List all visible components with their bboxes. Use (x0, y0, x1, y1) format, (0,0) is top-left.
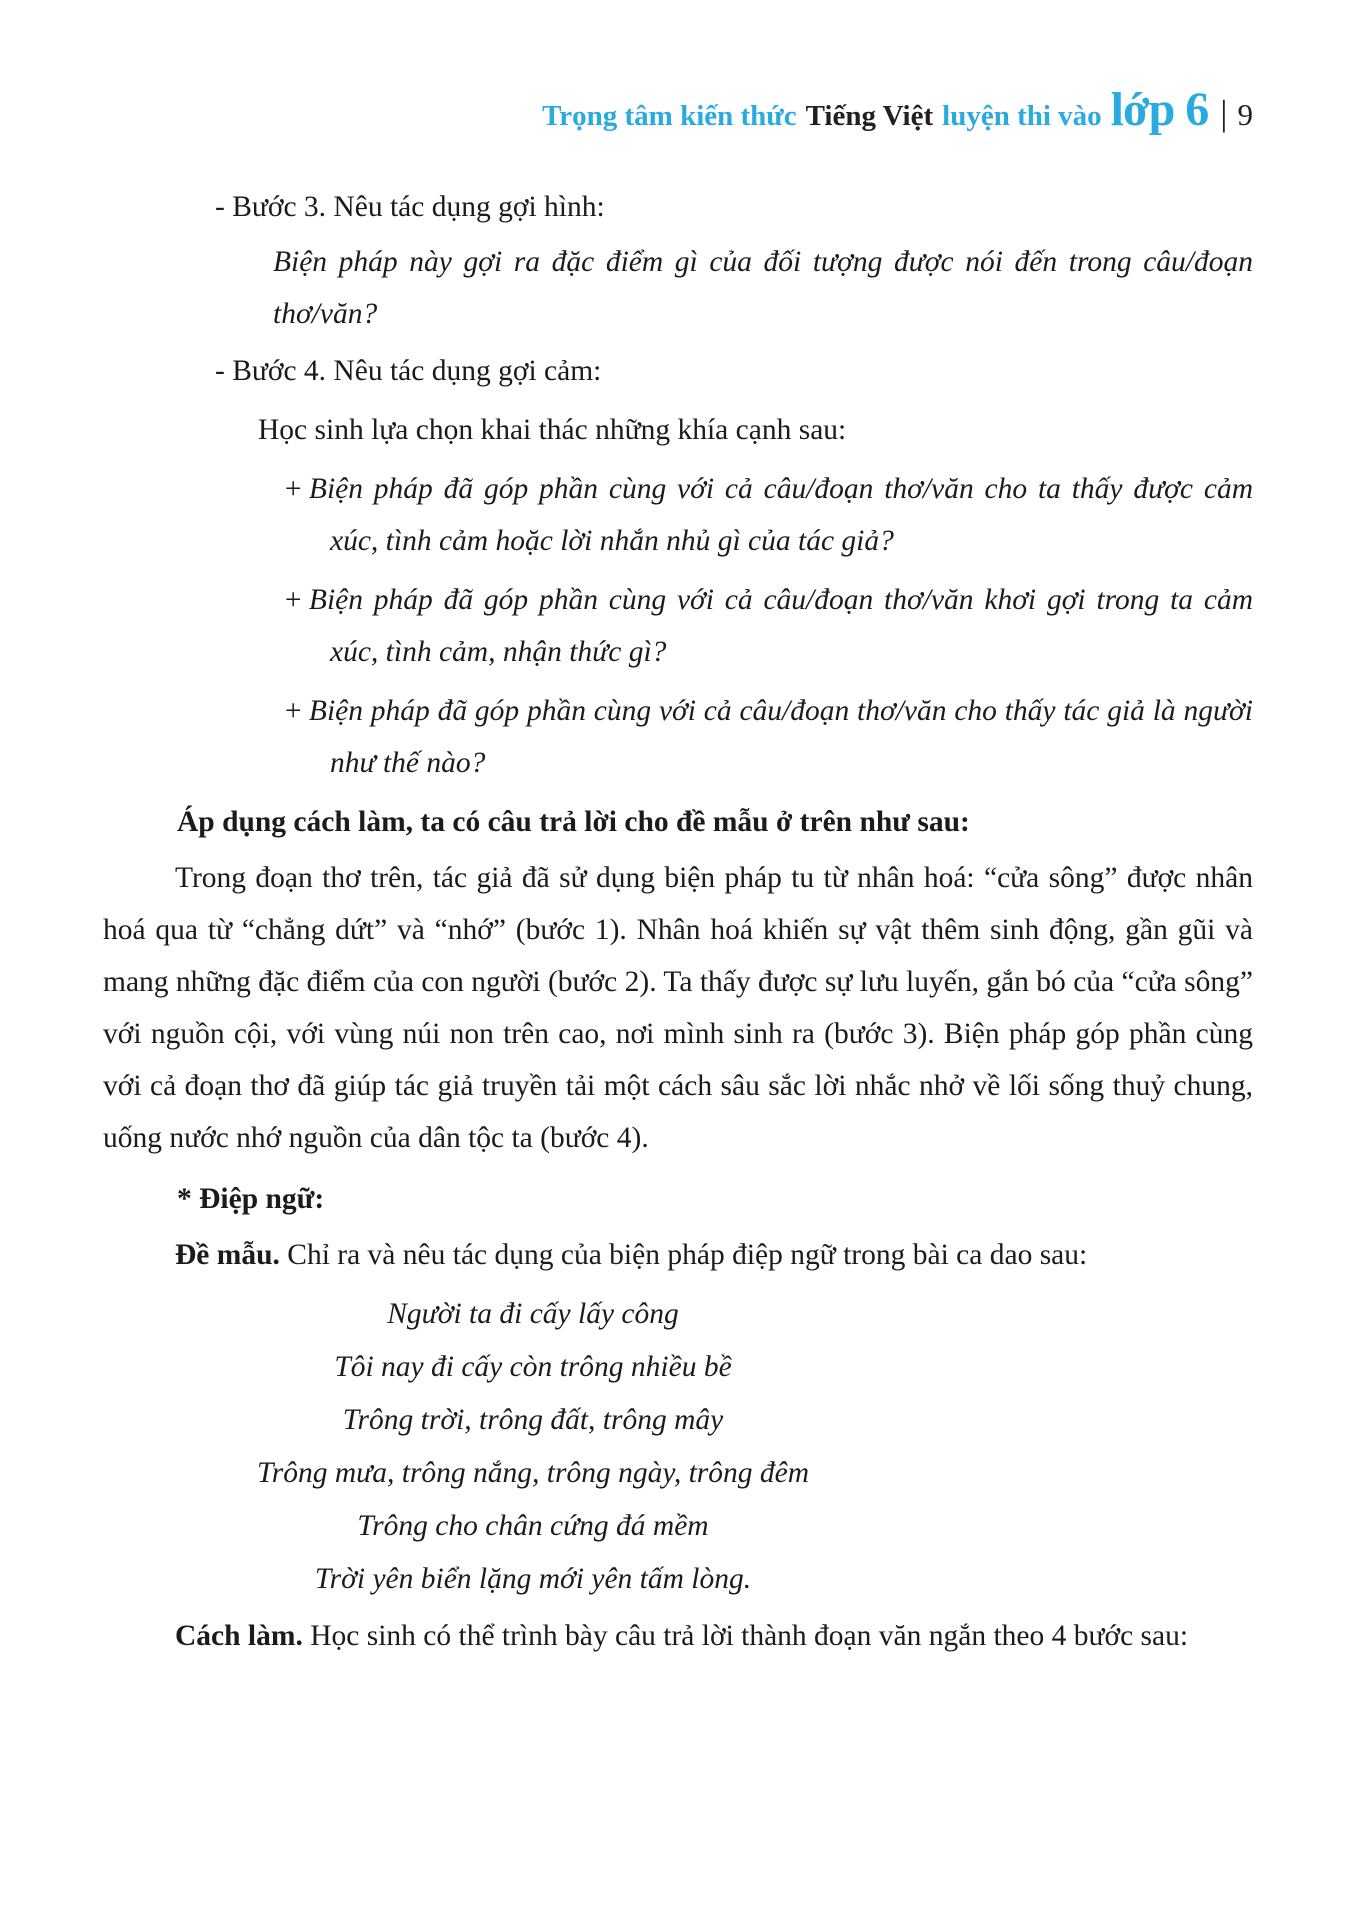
apply-heading: Áp dụng cách làm, ta có câu trả lời cho đề mẫu ở trên như sau: (177, 806, 970, 838)
step-3-line: - Bước 3. Nêu tác dụng gợi hình: (215, 191, 605, 223)
answer-paragraph: Trong đoạn thơ trên, tác giả đã sử dụng biện pháp tu từ nhân hoá: “cửa sông” được nhân hoá qua từ “chẳng dứt” và “nhớ” (bước 1). Nhân hoá khiến sự vật thêm sinh động, gần gũi và mang những đặc điểm của con người (bước 2). Ta thấy được sự lưu luyến, gắn bó của “cửa sông” với nguồn cội, với vùng núi non trên cao, nơi mình sinh ra (bước 3). Biện pháp góp phần cùng với cả đoạn thơ đã giúp tác giả truyền tải một cách sâu sắc lời nhắc nhở về lối sống thuỷ chung, uống nước nhớ nguồn của dân tộc ta (bước 4). (103, 862, 1253, 1154)
de-mau-paragraph (103, 1229, 1253, 1281)
bullet-item-3 (103, 685, 1253, 789)
poem-line-6: Trời yên biển lặng mới yên tấm lòng. (314, 1563, 752, 1595)
step-3-note: Biện pháp này gợi ra đặc điểm gì của đối tượng được nói đến trong câu/đoạn thơ/văn? (273, 246, 1253, 330)
poem-line-3: Trông trời, trông đất, trông mây (342, 1404, 724, 1436)
de-mau-label: Đề mẫu. (175, 1239, 280, 1271)
bullet-item-1 (103, 463, 1253, 567)
bullet-marker: + (283, 695, 303, 727)
header-series-title: Trọng tâm kiến thức (542, 100, 797, 132)
step-4-intro: Học sinh lựa chọn khai thác những khía cạnh sau: (258, 414, 847, 446)
step-4-line: - Bước 4. Nêu tác dụng gợi cảm: (215, 355, 602, 387)
header-grade: lớp 6 (1110, 83, 1209, 136)
header-book-title: Tiếng Việt (805, 100, 934, 132)
page-number: 9 (1237, 97, 1253, 132)
de-mau-text: Chỉ ra và nêu tác dụng của biện pháp điệp ngữ trong bài ca dao sau: (287, 1239, 1088, 1271)
bullet-text: Biện pháp đã góp phần cùng với cả câu/đoạn thơ/văn khơi gợi trong ta cảm xúc, tình cảm, nhận thức gì? (308, 584, 1253, 668)
poem-line-1: Người ta đi cấy lấy công (387, 1298, 679, 1330)
poem-line-4: Trông mưa, trông nắng, trông ngày, trông đêm (256, 1457, 810, 1489)
diep-ngu-heading: * Điệp ngữ: (177, 1183, 325, 1215)
bullet-text: Biện pháp đã góp phần cùng với cả câu/đoạn thơ/văn cho thấy tác giả là người như thế nào? (308, 695, 1253, 779)
page-body (103, 181, 1253, 1662)
cach-lam-label: Cách làm. (175, 1620, 303, 1652)
poem-line-2: Tôi nay đi cấy còn trông nhiều bề (334, 1351, 732, 1383)
running-header (103, 0, 1253, 137)
bullet-text: Biện pháp đã góp phần cùng với cả câu/đoạn thơ/văn cho ta thấy được cảm xúc, tình cảm hoặc lời nhắn nhủ gì của tác giả? (308, 473, 1253, 557)
poem-line-5: Trông cho chân cứng đá mềm (357, 1510, 709, 1542)
folk-poem (103, 1288, 963, 1606)
cach-lam-text: Học sinh có thể trình bày câu trả lời thành đoạn văn ngắn theo 4 bước sau: (310, 1620, 1189, 1652)
bullet-marker: + (283, 584, 303, 616)
bullet-marker: + (283, 473, 303, 505)
bullet-item-2 (103, 574, 1253, 678)
header-subtitle: luyện thi vào (942, 100, 1102, 132)
header-separator: | (1220, 93, 1228, 133)
cach-lam-paragraph (103, 1610, 1253, 1662)
